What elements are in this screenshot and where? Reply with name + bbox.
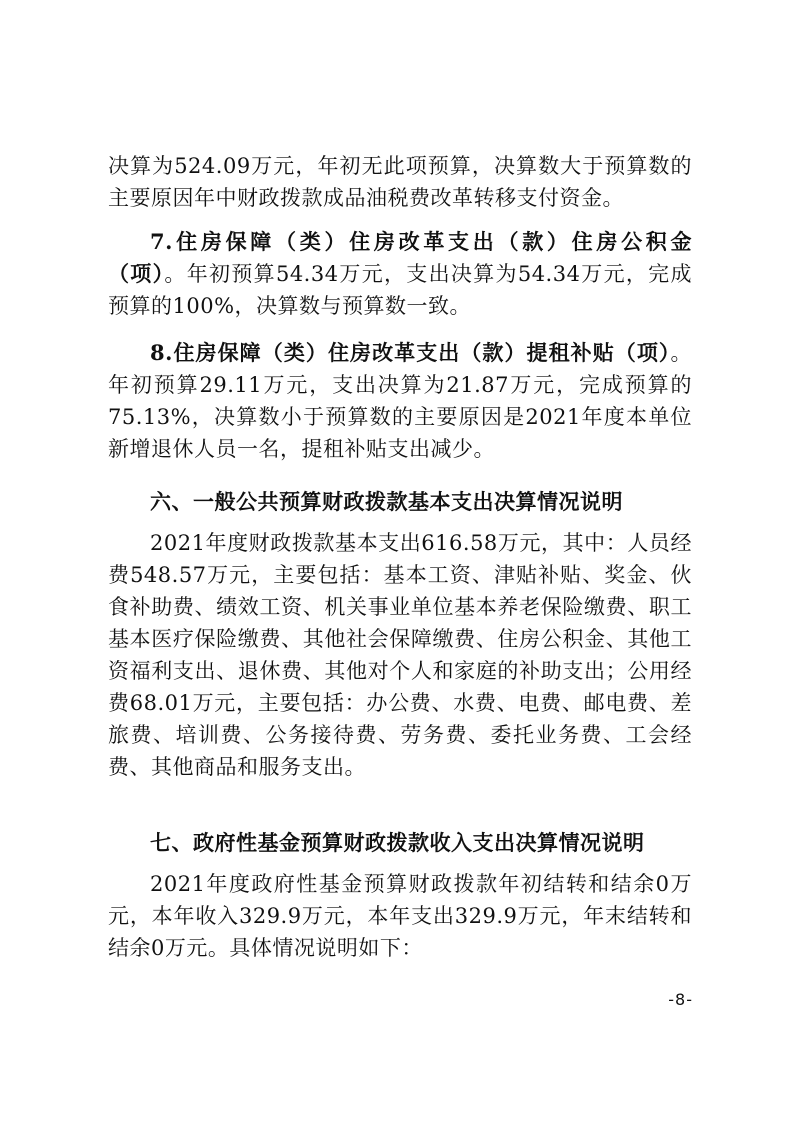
item-body-rent-subsidy: 。年初预算29.11万元，支出决算为21.87万元，完成预算的75.13%，决算数小于预算数的主要原因是2021年度本单位新增退休人员一名，提租补贴支出减少。 [108,341,692,461]
paragraph-fuel-tax-transfer: 决算为524.09万元，年初无此项预算，决算数大于预算数的主要原因年中财政拨款成品油税费改革转移支付资金。 [108,154,692,210]
page-number: -8- [668,990,693,1009]
item-body-housing-provident-fund: 。年初预算54.34万元，支出决算为54.34万元，完成预算的100%，决算数与预算数一致。 [108,262,692,318]
section-heading-6: 六、一般公共预算财政拨款基本支出决算情况说明 [150,490,623,514]
paragraph-government-fund: 2021年度政府性基金预算财政拨款年初结转和结余0万元，本年收入329.9万元，本年支出329.9万元，年末结转和结余0万元。具体情况说明如下： [108,872,692,960]
paragraph-rent-subsidy [108,337,692,465]
item-title-housing-provident-fund: 7.住房保障（类）住房改革支出（款）住房公积金（项） [108,229,692,286]
paragraph-basic-expenditure: 2021年度财政拨款基本支出616.58万元，其中：人员经费548.57万元，主要包括：基本工资、津贴补贴、奖金、伙食补助费、绩效工资、机关事业单位基本养老保险缴费、职工基本医疗保险缴费、其他社会保障缴费、住房公积金、其他工资福利支出、退休费、其他对个人和家庭的补助支出；公用经费68.01万元，主要包括：办公费、水费、电费、邮电费、差旅费、培训费、公务接待费、劳务费、委托业务费、工会经费、其他商品和服务支出。 [108,531,692,779]
item-title-rent-subsidy: 8.住房保障（类）住房改革支出（款）提租补贴（项） [150,340,671,365]
paragraph-housing-provident-fund [108,226,692,322]
section-heading-7: 七、政府性基金预算财政拨款收入支出决算情况说明 [150,831,645,855]
